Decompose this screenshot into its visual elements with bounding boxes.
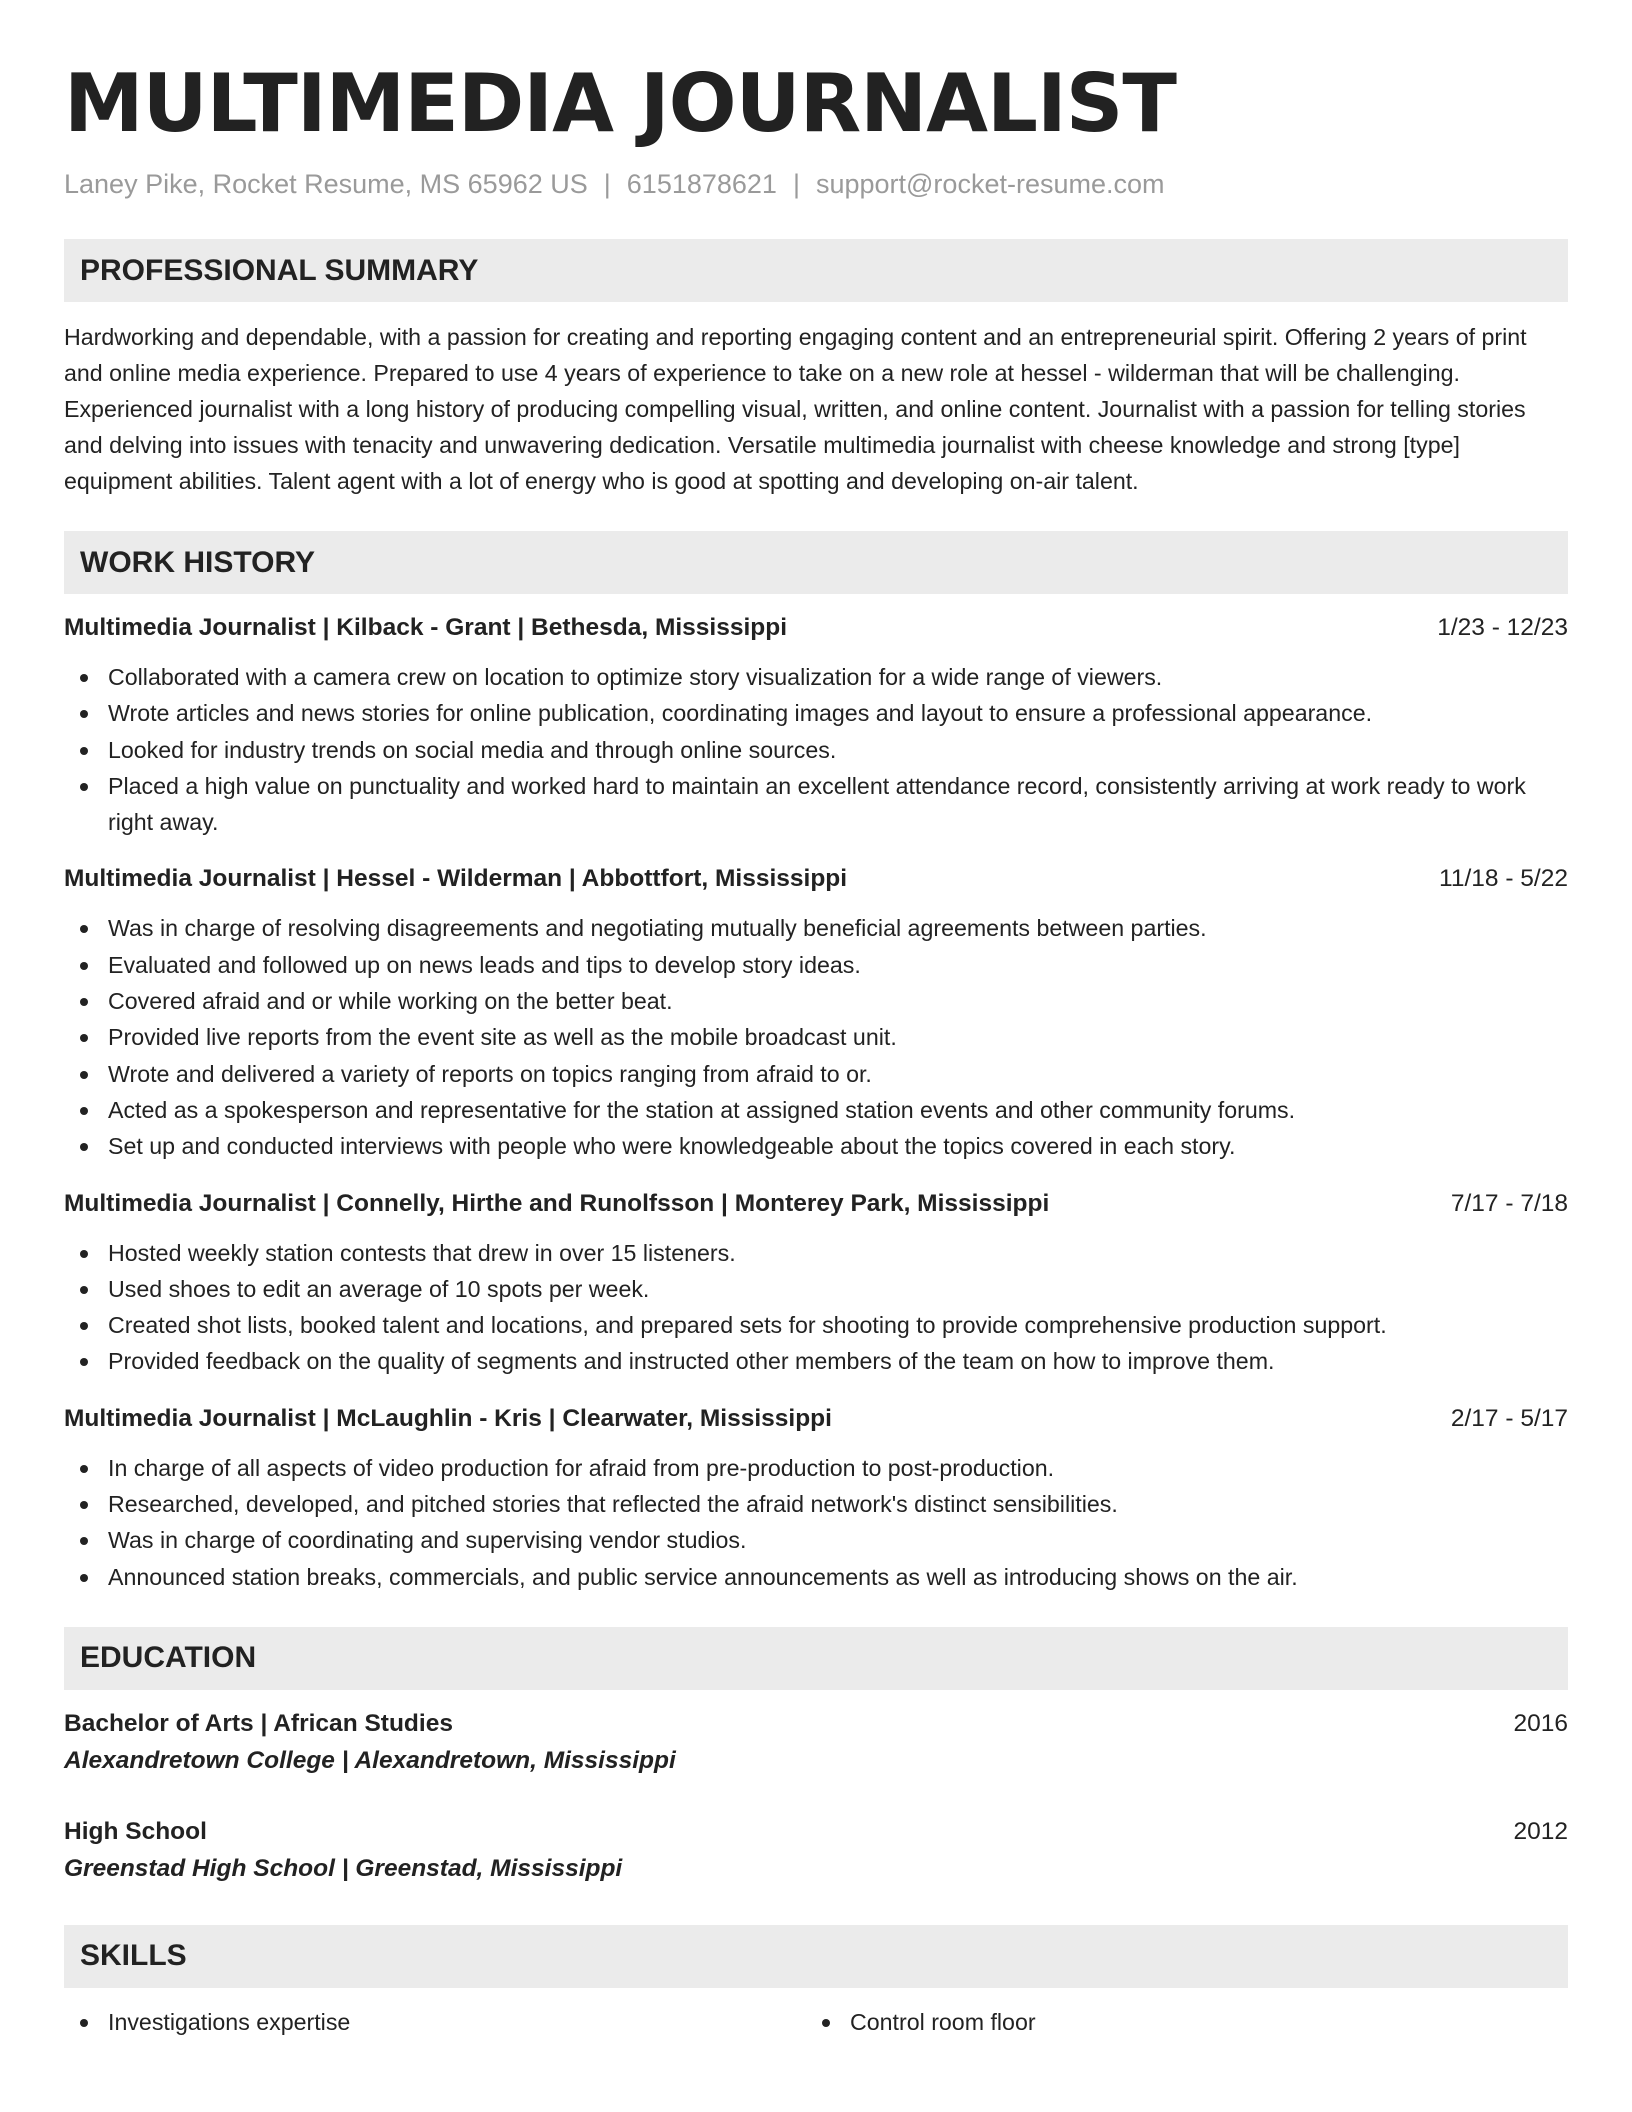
summary-text: Hardworking and dependable, with a passion for creating and reporting engaging content and an entrepreneurial spirit. Offering 2 years of print and online media experience. Prepared to use 4 years of experience to take on a new role at hessel - wilderman that will be challenging. Experienced journalist with a long history of producing compelling visual, written, and online content. Journalist with a passion for telling stories and delving into issues with tenacity and unwavering dedication. Versatile multimedia journalist with cheese knowledge and strong [type] equipment abilities. Talent agent with a lot of energy who is good at spotting and developing on-air talent. (64, 324, 1527, 494)
bullet-item: Looked for industry trends on social media and through online sources. (64, 732, 1568, 768)
bullet-item: Acted as a spokesperson and representative for the station at assigned station events and other community forums. (64, 1092, 1568, 1128)
bullet-item: Used shoes to edit an average of 10 spots per week. (64, 1271, 1568, 1307)
section-heading-education: EDUCATION (64, 1627, 1568, 1690)
education-header (64, 1706, 1568, 1742)
contact-email: support@rocket-resume.com (815, 169, 1165, 199)
job-dates: 11/18 - 5/22 (1439, 865, 1568, 893)
education-entry (64, 1706, 1568, 1780)
bullet-item: In charge of all aspects of video production for afraid from pre-production to post-production. (64, 1450, 1568, 1486)
section-heading-summary: PROFESSIONAL SUMMARY (64, 239, 1568, 302)
job-bullets (64, 1450, 1568, 1595)
bullet-item: Wrote articles and news stories for online publication, coordinating images and layout to ensure a professional appearance. (64, 695, 1568, 731)
skills-column-left (64, 2004, 806, 2040)
bullet-item: Was in charge of coordinating and supervising vendor studios. (64, 1522, 1568, 1558)
education-header (64, 1814, 1568, 1850)
job-dates: 7/17 - 7/18 (1450, 1189, 1568, 1217)
bullet-item: Announced station breaks, commercials, and public service announcements as well as introducing shows on the air. (64, 1559, 1568, 1595)
bullet-item: Placed a high value on punctuality and worked hard to maintain an excellent attendance record, consistently arriving at work ready to work right away. (64, 768, 1568, 841)
job-entry (64, 611, 1568, 840)
skills-list (64, 2004, 1568, 2040)
education-entry (64, 1814, 1568, 1888)
job-header (64, 611, 1568, 645)
bullet-item: Set up and conducted interviews with people who were knowledgeable about the topics covered in each story. (64, 1128, 1568, 1164)
resume-page (64, 0, 1568, 2040)
contact-line (64, 168, 1568, 200)
bullet-item: Was in charge of resolving disagreements and negotiating mutually beneficial agreements between parties. (64, 910, 1568, 946)
education-year: 2016 (1513, 1709, 1568, 1737)
bullet-item: Provided feedback on the quality of segments and instructed other members of the team on how to improve them. (64, 1343, 1568, 1379)
job-dates: 2/17 - 5/17 (1450, 1404, 1568, 1432)
job-title: Multimedia Journalist | Connelly, Hirthe and Runolfsson | Monterey Park, Mississippi (64, 1189, 1050, 1217)
job-header (64, 1402, 1568, 1436)
job-title: Multimedia Journalist | Hessel - Wilderman | Abbottfort, Mississippi (64, 865, 848, 893)
bullet-item: Created shot lists, booked talent and locations, and prepared sets for shooting to provide comprehensive production support. (64, 1307, 1568, 1343)
job-bullets (64, 910, 1568, 1164)
bullet-item: Covered afraid and or while working on the better beat. (64, 983, 1568, 1019)
skill-item: Investigations expertise (64, 2004, 806, 2040)
bullet-item: Collaborated with a camera crew on location to optimize story visualization for a wide range of viewers. (64, 659, 1568, 695)
skill-item: Control room floor (806, 2004, 1548, 2040)
education-school: Alexandretown College | Alexandretown, Mississippi (64, 1746, 676, 1774)
bullet-item: Provided live reports from the event site as well as the mobile broadcast unit. (64, 1019, 1568, 1055)
contact-separator: | (792, 169, 800, 199)
section-heading-work: WORK HISTORY (64, 531, 1568, 594)
bullet-item: Researched, developed, and pitched stories that reflected the afraid network's distinct sensibilities. (64, 1486, 1568, 1522)
resume-title: MULTIMEDIA JOURNALIST (64, 57, 1176, 150)
bullet-item: Evaluated and followed up on news leads and tips to develop story ideas. (64, 947, 1568, 983)
job-bullets (64, 659, 1568, 840)
job-title: Multimedia Journalist | Kilback - Grant | Bethesda, Mississippi (64, 614, 788, 641)
job-bullets (64, 1235, 1568, 1380)
job-entry (64, 862, 1568, 1164)
job-entry (64, 1402, 1568, 1595)
section-heading-skills: SKILLS (64, 1925, 1568, 1988)
job-title: Multimedia Journalist | McLaughlin - Kris | Clearwater, Mississippi (64, 1404, 832, 1432)
contact-phone: 6151878621 (626, 169, 777, 199)
job-entry (64, 1187, 1568, 1380)
education-degree: Bachelor of Arts | African Studies (64, 1709, 453, 1737)
education-school: Greenstad High School | Greenstad, Mississippi (64, 1854, 623, 1882)
job-header (64, 862, 1568, 896)
contact-address: Laney Pike, Rocket Resume, MS 65962 US (64, 169, 588, 199)
bullet-item: Wrote and delivered a variety of reports on topics ranging from afraid to or. (64, 1056, 1568, 1092)
job-header (64, 1187, 1568, 1221)
education-year: 2012 (1513, 1817, 1568, 1845)
education-degree: High School (64, 1817, 207, 1845)
bullet-item: Hosted weekly station contests that drew in over 15 listeners. (64, 1235, 1568, 1271)
job-dates: 1/23 - 12/23 (1437, 614, 1568, 641)
skills-column-right (806, 2004, 1548, 2040)
contact-separator: | (603, 169, 611, 199)
